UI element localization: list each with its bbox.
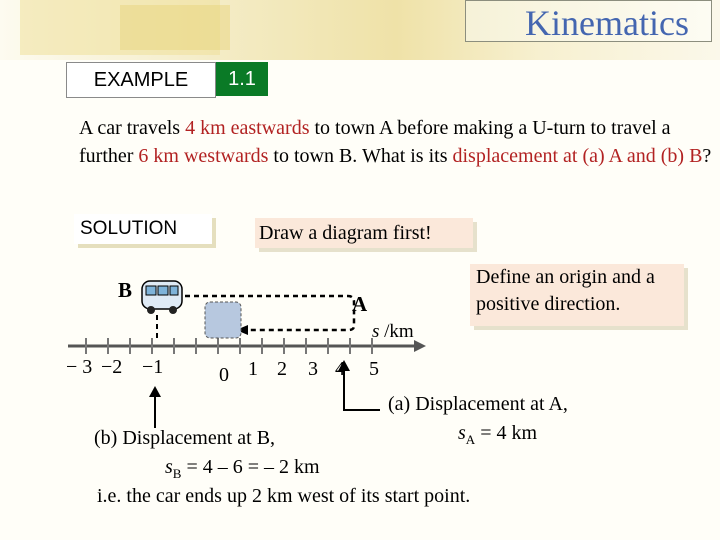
answer-b-var: s [165, 456, 173, 478]
answer-b-rest: = 4 – 6 = – 2 km [181, 456, 320, 478]
diagram-hint: Draw a diagram first! [255, 218, 473, 248]
origin-note: Define an origin and a positive direction. [470, 264, 684, 326]
problem-highlight: displacement at (a) A and (b) B [452, 145, 703, 167]
tick-label: 3 [308, 358, 318, 380]
tick-label: 0 [219, 364, 229, 386]
point-a-label: A [352, 292, 368, 316]
axis-label [372, 321, 414, 343]
tick-label: −2 [101, 356, 123, 378]
solution-label: SOLUTION [74, 214, 212, 244]
answer-b-heading: (b) Displacement at B, [94, 427, 276, 449]
page-title: Kinematics [525, 3, 689, 43]
answer-a-rest: = 4 km [475, 422, 538, 444]
number-line-arrowhead [414, 340, 426, 352]
answer-a-value [458, 421, 537, 452]
problem-text-part: ? [702, 145, 712, 167]
route-path [158, 296, 354, 330]
problem-text-part: to town A before making a U-turn to travel a further [79, 117, 671, 167]
example-number: 1.1 [216, 62, 268, 96]
answer-b-arrowhead [149, 386, 161, 397]
tick-label: 1 [248, 358, 258, 380]
problem-text-part: A car travels [79, 117, 186, 139]
answer-b-value [165, 455, 320, 486]
axis-variable: s [372, 321, 380, 342]
bus-icon [142, 281, 182, 314]
answer-b-sub: B [172, 466, 182, 481]
tick-label: −1 [142, 356, 164, 378]
problem-highlight: 4 km eastwards [185, 117, 310, 139]
tick-label: − 3 [66, 356, 93, 378]
answer-a-sub: A [465, 432, 476, 447]
answer-a-var: s [458, 422, 466, 444]
axis-unit: /km [379, 321, 414, 342]
point-b-label: B [118, 278, 133, 302]
tick-label: 5 [369, 358, 379, 380]
tick-label: 4 [335, 358, 345, 380]
problem-text-part: to town B. What is its [268, 145, 453, 167]
answer-a-heading: (a) Displacement at A, [388, 393, 568, 415]
conclusion-text: i.e. the car ends up 2 km west of its start point. [97, 485, 471, 507]
example-label: EXAMPLE [66, 62, 216, 98]
tick-label: 2 [277, 358, 287, 380]
problem-highlight: 6 km westwards [138, 145, 269, 167]
origin-car-outline [205, 302, 241, 338]
